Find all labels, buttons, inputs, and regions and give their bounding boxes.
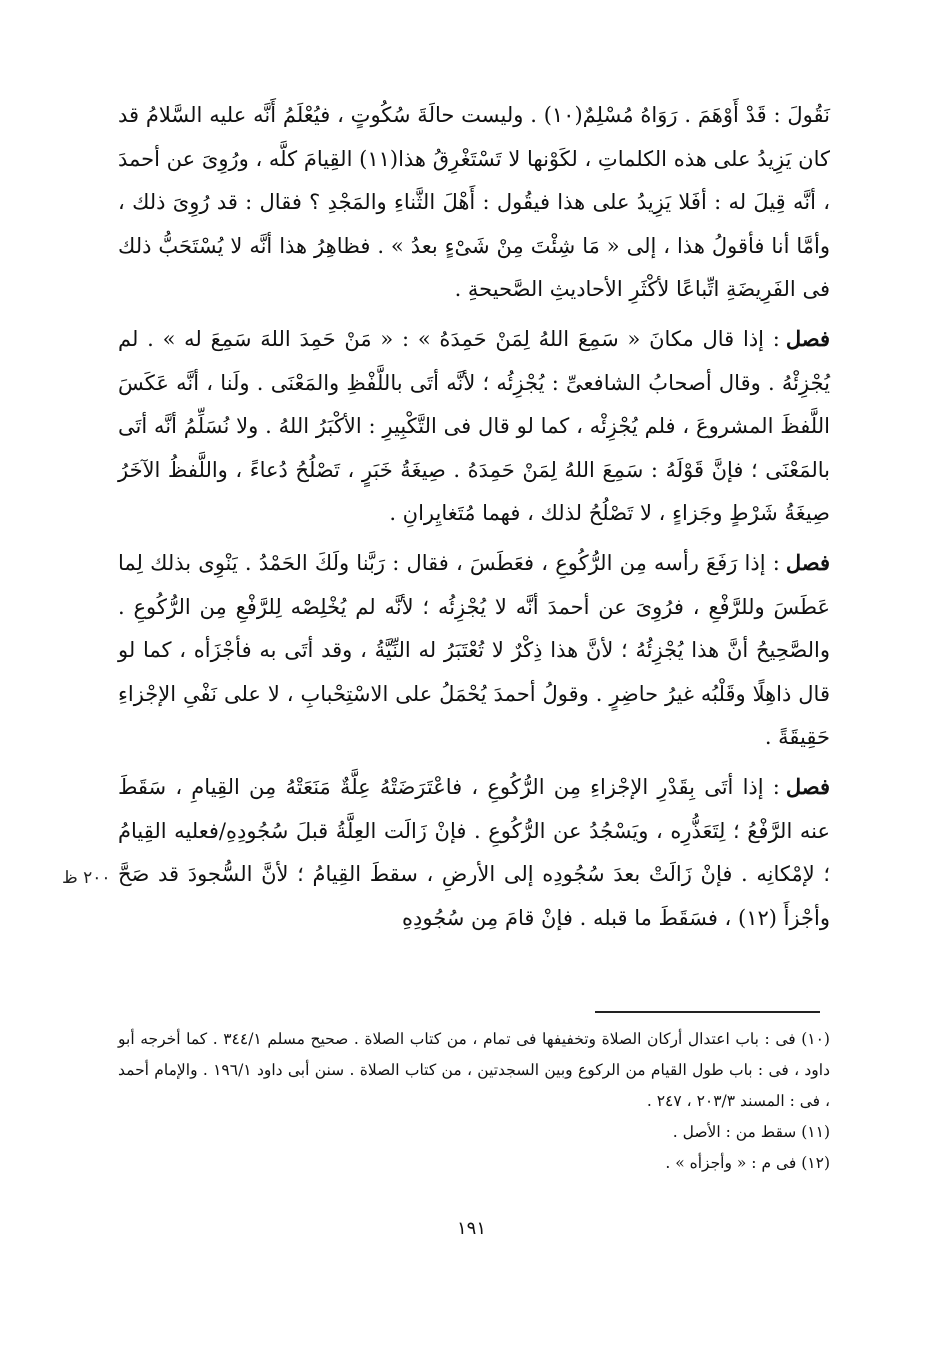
section-text: : إذا قال مكانَ « سَمِعَ اللهُ لِمَنْ حَمِدَهُ » : « مَنْ حَمِدَ اللهَ سَمِعَ له » . لم يُجْزِئْهُ . وقال أصحابُ الشافعىِّ : يُجْزِئُه ؛ لأنَّه أتَى باللَّفْظِ والمَعْنَى . ولَنا ، أنَّه عَكَسَ اللَّفظَ المشروعَ ، فلم يُجْزِئْه ، كما لو قال فى التَّكْبِيرِ : الأكْبَرُ اللهُ . ولا نُسَلِّمُ أنَّه أتَى بالمَعْنَى ؛ فإنَّ قَوْلَهُ : سَمِعَ اللهُ لِمَنْ حَمِدَهُ . صِيغَةُ خَبَرٍ ، تَصْلُحُ دُعاءً ، واللَّفظُ الآخَرُ صِيغَةُ شَرْطٍ وجَزاءٍ ، لا تَصْلُحُ لذلك ، فهما مُتَغايِرانِ .: [118, 326, 830, 526]
margin-folio-note: ٢٠٠ ظ: [62, 868, 111, 888]
section-text: : إذا رَفَعَ رأسه مِن الرُّكُوعِ ، فعَطَسَ ، فقال : رَبَّنا ولَكَ الحَمْدُ . يَنْوِى بذلك لِما عَطَسَ وللرَّفْعِ ، فرُوِىَ عن أحمدَ أنَّه لا يُجْزِئُه ؛ لأنَّه لم يُخْلِصْه لِلرَّفْعِ مِن الرُّكُوعِ . والصَّحِيحُ أنَّ هذا يُجْزِئُهُ ؛ لأنَّ هذا ذِكْرٌ لا تُعْتَبَرُ له النِّيَّةُ ، وقد أتَى به فأجْزَأه ، كما لو قال ذاهِلًا وقَلْبُه غيرُ حاضِرٍ . وقولُ أحمدَ يُحْمَلُ على الاسْتِحْبابِ ، لا على نَفْىِ الإجْزاءِ حَقِيقَةً .: [118, 550, 830, 750]
section-heading: فصل: [785, 549, 830, 575]
footnote: (١٠) فى : باب اعتدال أركان الصلاة وتخفيفها فى تمام ، من كتاب الصلاة . صحيح مسلم ٣٤٤/١ . كما أخرجه أبو داود ، فى : باب طول القيام من الركوع وبين السجدتين ، من كتاب الصلاة . سنن أبى داود ١٩٦/١ . والإمام أحمد ، فى : المسند ٢٠٣/٣ ، ٢٤٧ .: [118, 1030, 830, 1110]
section-paragraph: [118, 765, 830, 940]
main-text-block: [118, 94, 830, 940]
page-number: ١٩١: [456, 1218, 486, 1239]
intro-paragraph: نَقُولَ : قَدْ أَوْهَمَ . رَوَاهُ مُسْلِمٌ(١٠) . وليست حالَةَ سُكُوتٍ ، فيُعْلَمُ أَنَّه عليه السَّلامُ قد كان يَزِيدُ على هذه الكلماتِ ، لكَوْنها لا تَسْتَغْرِقُ هذا(١١) القِيامَ كلَّه ، ورُوِىَ عن أحمدَ ، أنَّه قِيلَ له : أفَلا يَزِيدُ على هذا فيقُول : أَهْلَ الثَّناءِ والمَجْدِ ؟ فقال : قد رُوِىَ ذلك ، وأمَّا أنا فأقولُ هذا ، إلى « مَا شِئْتَ مِنْ شَىْءٍ بعدُ » . فظاهِرُ هذا أنَّه لا يُسْتَحَبُّ ذلك فى الفَرِيضَةِ اتِّباعًا لأكْثَرِ الأحاديثِ الصَّحيحةِ .: [118, 103, 830, 302]
section-paragraph: [118, 541, 830, 760]
footnote: (١٢) فى م : « وأجزأه » .: [665, 1154, 830, 1172]
section-paragraph: [118, 317, 830, 536]
section-text: : إذا أتَى بِقَدْرِ الإجْزاءِ مِن الرُّكُوعِ ، فاعْتَرَضَتْهُ عِلَّةٌ مَنَعَتْهُ مِن القِيامِ ، سَقَطَ عنه الرَّفْعُ ؛ لِتَعَذُّرِه ، ويَسْجُدُ عن الرُّكُوعِ . فإنْ زَالَت العِلَّةُ قبلَ سُجُودِهِ/فعليه القِيامُ ؛ لإمْكانِه . فإنْ زَالَتْ بعدَ سُجُودِه إلى الأرضِ ، سقطَ القِيامُ ؛ لأنَّ السُّجودَ قد صَحَّ وأجْزأَ (١٢) ، فسَقَطَ ما قبله . فإنْ قامَ مِن سُجُودِهِ: [118, 774, 830, 930]
footnote-divider: [595, 1011, 820, 1013]
footnotes-block: [118, 1024, 830, 1179]
section-heading: فصل: [785, 773, 830, 799]
section-heading: فصل: [785, 325, 830, 351]
footnote: (١١) سقط من : الأصل .: [672, 1123, 830, 1141]
